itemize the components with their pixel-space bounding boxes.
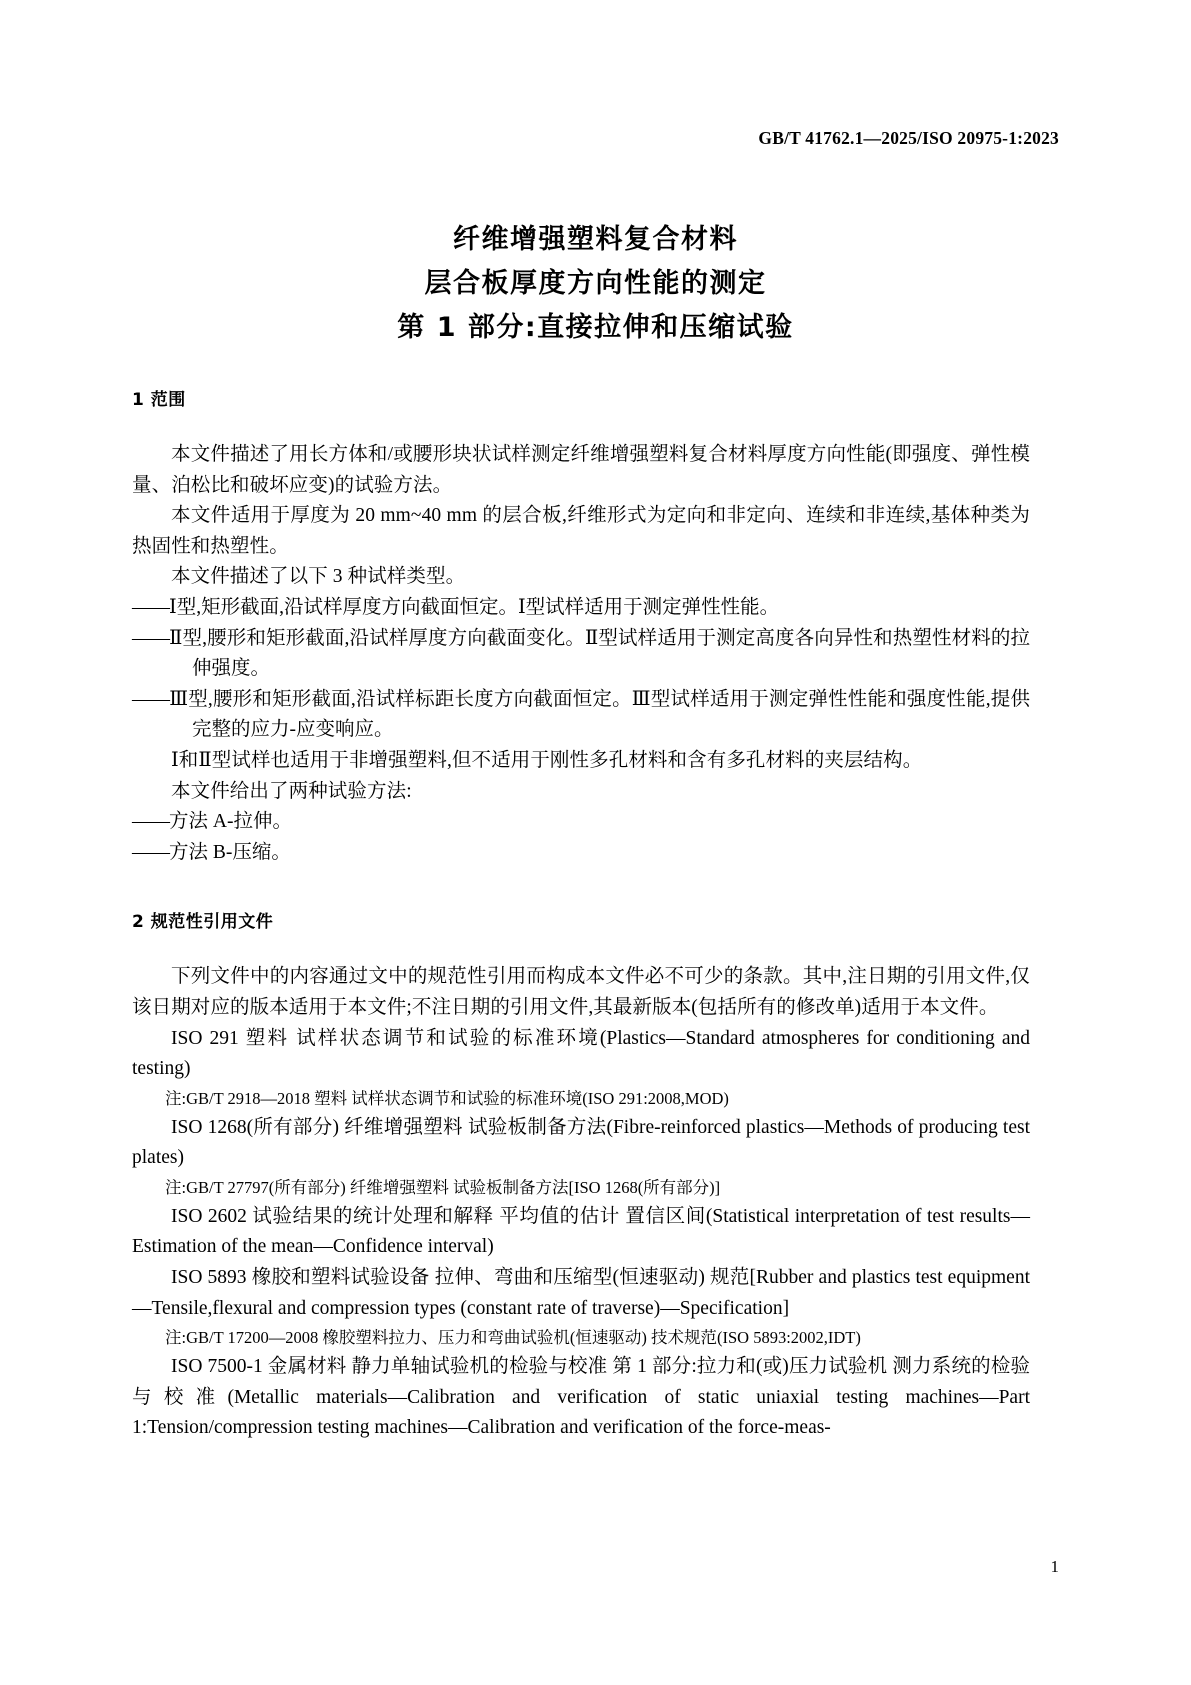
scope-list-item-label: Ⅰ型,矩形截面,沿试样厚度方向截面恒定。Ⅰ型试样适用于测定弹性性能。 [169,596,780,618]
scope-list-item-label: Ⅲ型,腰形和矩形截面,沿试样标距长度方向截面恒定。Ⅲ型试样适用于测定弹性性能和强度性能,提供完整的应力-应变响应。 [169,688,1030,741]
title-line-2: 层合板厚度方向性能的测定 [424,268,767,299]
document-body [132,390,1030,1444]
reference-note-iso-5893: 注:GB/T 17200—2008 橡胶塑料拉力、压力和弯曲试验机(恒速驱动) 技术规范(ISO 5893:2002,IDT) [165,1328,861,1348]
method-list-item-label: 方法 B-压缩。 [169,841,291,863]
method-list-item-label: 方法 A-拉伸。 [169,811,292,833]
reference-entry-iso-291: ISO 291 塑料 试样状态调节和试验的标准环境(Plastics—Standard atmospheres for conditioning and testing) [132,1027,1030,1080]
reference-entry-iso-5893: ISO 5893 橡胶和塑料试验设备 拉伸、弯曲和压缩型(恒速驱动) 规范[Rubber and plastics test equipment—Tensile,flexural and compression types (constant rate of traverse)—Specification] [132,1267,1030,1319]
scope-paragraph-4: Ⅰ和Ⅱ型试样也适用于非增强塑料,但不适用于刚性多孔材料和含有多孔材料的夹层结构。 [171,749,923,771]
dash-marker-icon: —— [132,688,169,710]
scope-paragraph-3: 本文件描述了以下 3 种试样类型。 [171,566,466,588]
running-header [132,128,1059,149]
title-line-3: 第 1 部分:直接拉伸和压缩试验 [397,312,794,343]
dash-marker-icon: —— [132,811,169,833]
scope-list-item [132,624,1030,685]
normative-references-intro: 下列文件中的内容通过文中的规范性引用而构成本文件必不可少的条款。其中,注日期的引用文件,仅该日期对应的版本适用于本文件;不注日期的引用文件,其最新版本(包括所有的修改单)适用于本文件。 [132,966,1030,1018]
dash-marker-icon: —— [132,627,169,649]
section-heading-normative-references: 2 规范性引用文件 [132,912,274,933]
scope-list-item-label: Ⅱ型,腰形和矩形截面,沿试样厚度方向截面变化。Ⅱ型试样适用于测定高度各向异性和热塑性材料的拉伸强度。 [169,627,1030,680]
scope-list-item [132,685,1030,746]
reference-entry-iso-2602: ISO 2602 试验结果的统计处理和解释 平均值的估计 置信区间(Statistical interpretation of test results—Estimation of the mean—Confidence interval) [132,1205,1030,1258]
scope-paragraph-5: 本文件给出了两种试验方法: [171,780,412,802]
method-list-item [132,838,1030,869]
reference-note-iso-291: 注:GB/T 2918—2018 塑料 试样状态调节和试验的标准环境(ISO 291:2008,MOD) [165,1088,729,1108]
spacer [132,868,1030,912]
dash-marker-icon: —— [132,596,169,618]
title-line-1: 纤维增强塑料复合材料 [453,224,738,255]
reference-note-iso-1268: 注:GB/T 27797(所有部分) 纤维增强塑料 试验板制备方法[ISO 1268(所有部分)] [165,1177,721,1197]
method-list-item [132,807,1030,838]
section-heading-scope: 1 范围 [132,390,186,410]
page-number: 1 [1050,1557,1059,1576]
standard-code-text: GB/T 41762.1—2025/ISO 20975-1:2023 [758,128,1059,148]
scope-paragraph-2: 本文件适用于厚度为 20 mm~40 mm 的层合板,纤维形式为定向和非定向、连续和非连续,基体种类为热固性和热塑性。 [132,505,1030,557]
spacer [132,410,1030,440]
dash-marker-icon: —— [132,841,169,863]
reference-entry-iso-7500-1: ISO 7500-1 金属材料 静力单轴试验机的检验与校准 第 1 部分:拉力和(或)压力试验机 测力系统的检验与校准(Metallic materials—Calibration and verification of static uniaxial testing machines—Part 1:Tension/compression testing machines—Calibration and verification of the force-meas- [132,1356,1030,1439]
document-title [132,218,1059,350]
scope-paragraph-1: 本文件描述了用长方体和/或腰形块状试样测定纤维增强塑料复合材料厚度方向性能(即强度、弹性模量、泊松比和破坏应变)的试验方法。 [132,444,1030,496]
scope-list-item [132,593,1030,624]
reference-entry-iso-1268: ISO 1268(所有部分) 纤维增强塑料 试验板制备方法(Fibre-reinforced plastics—Methods of producing test plates) [132,1116,1030,1169]
spacer [132,932,1030,962]
